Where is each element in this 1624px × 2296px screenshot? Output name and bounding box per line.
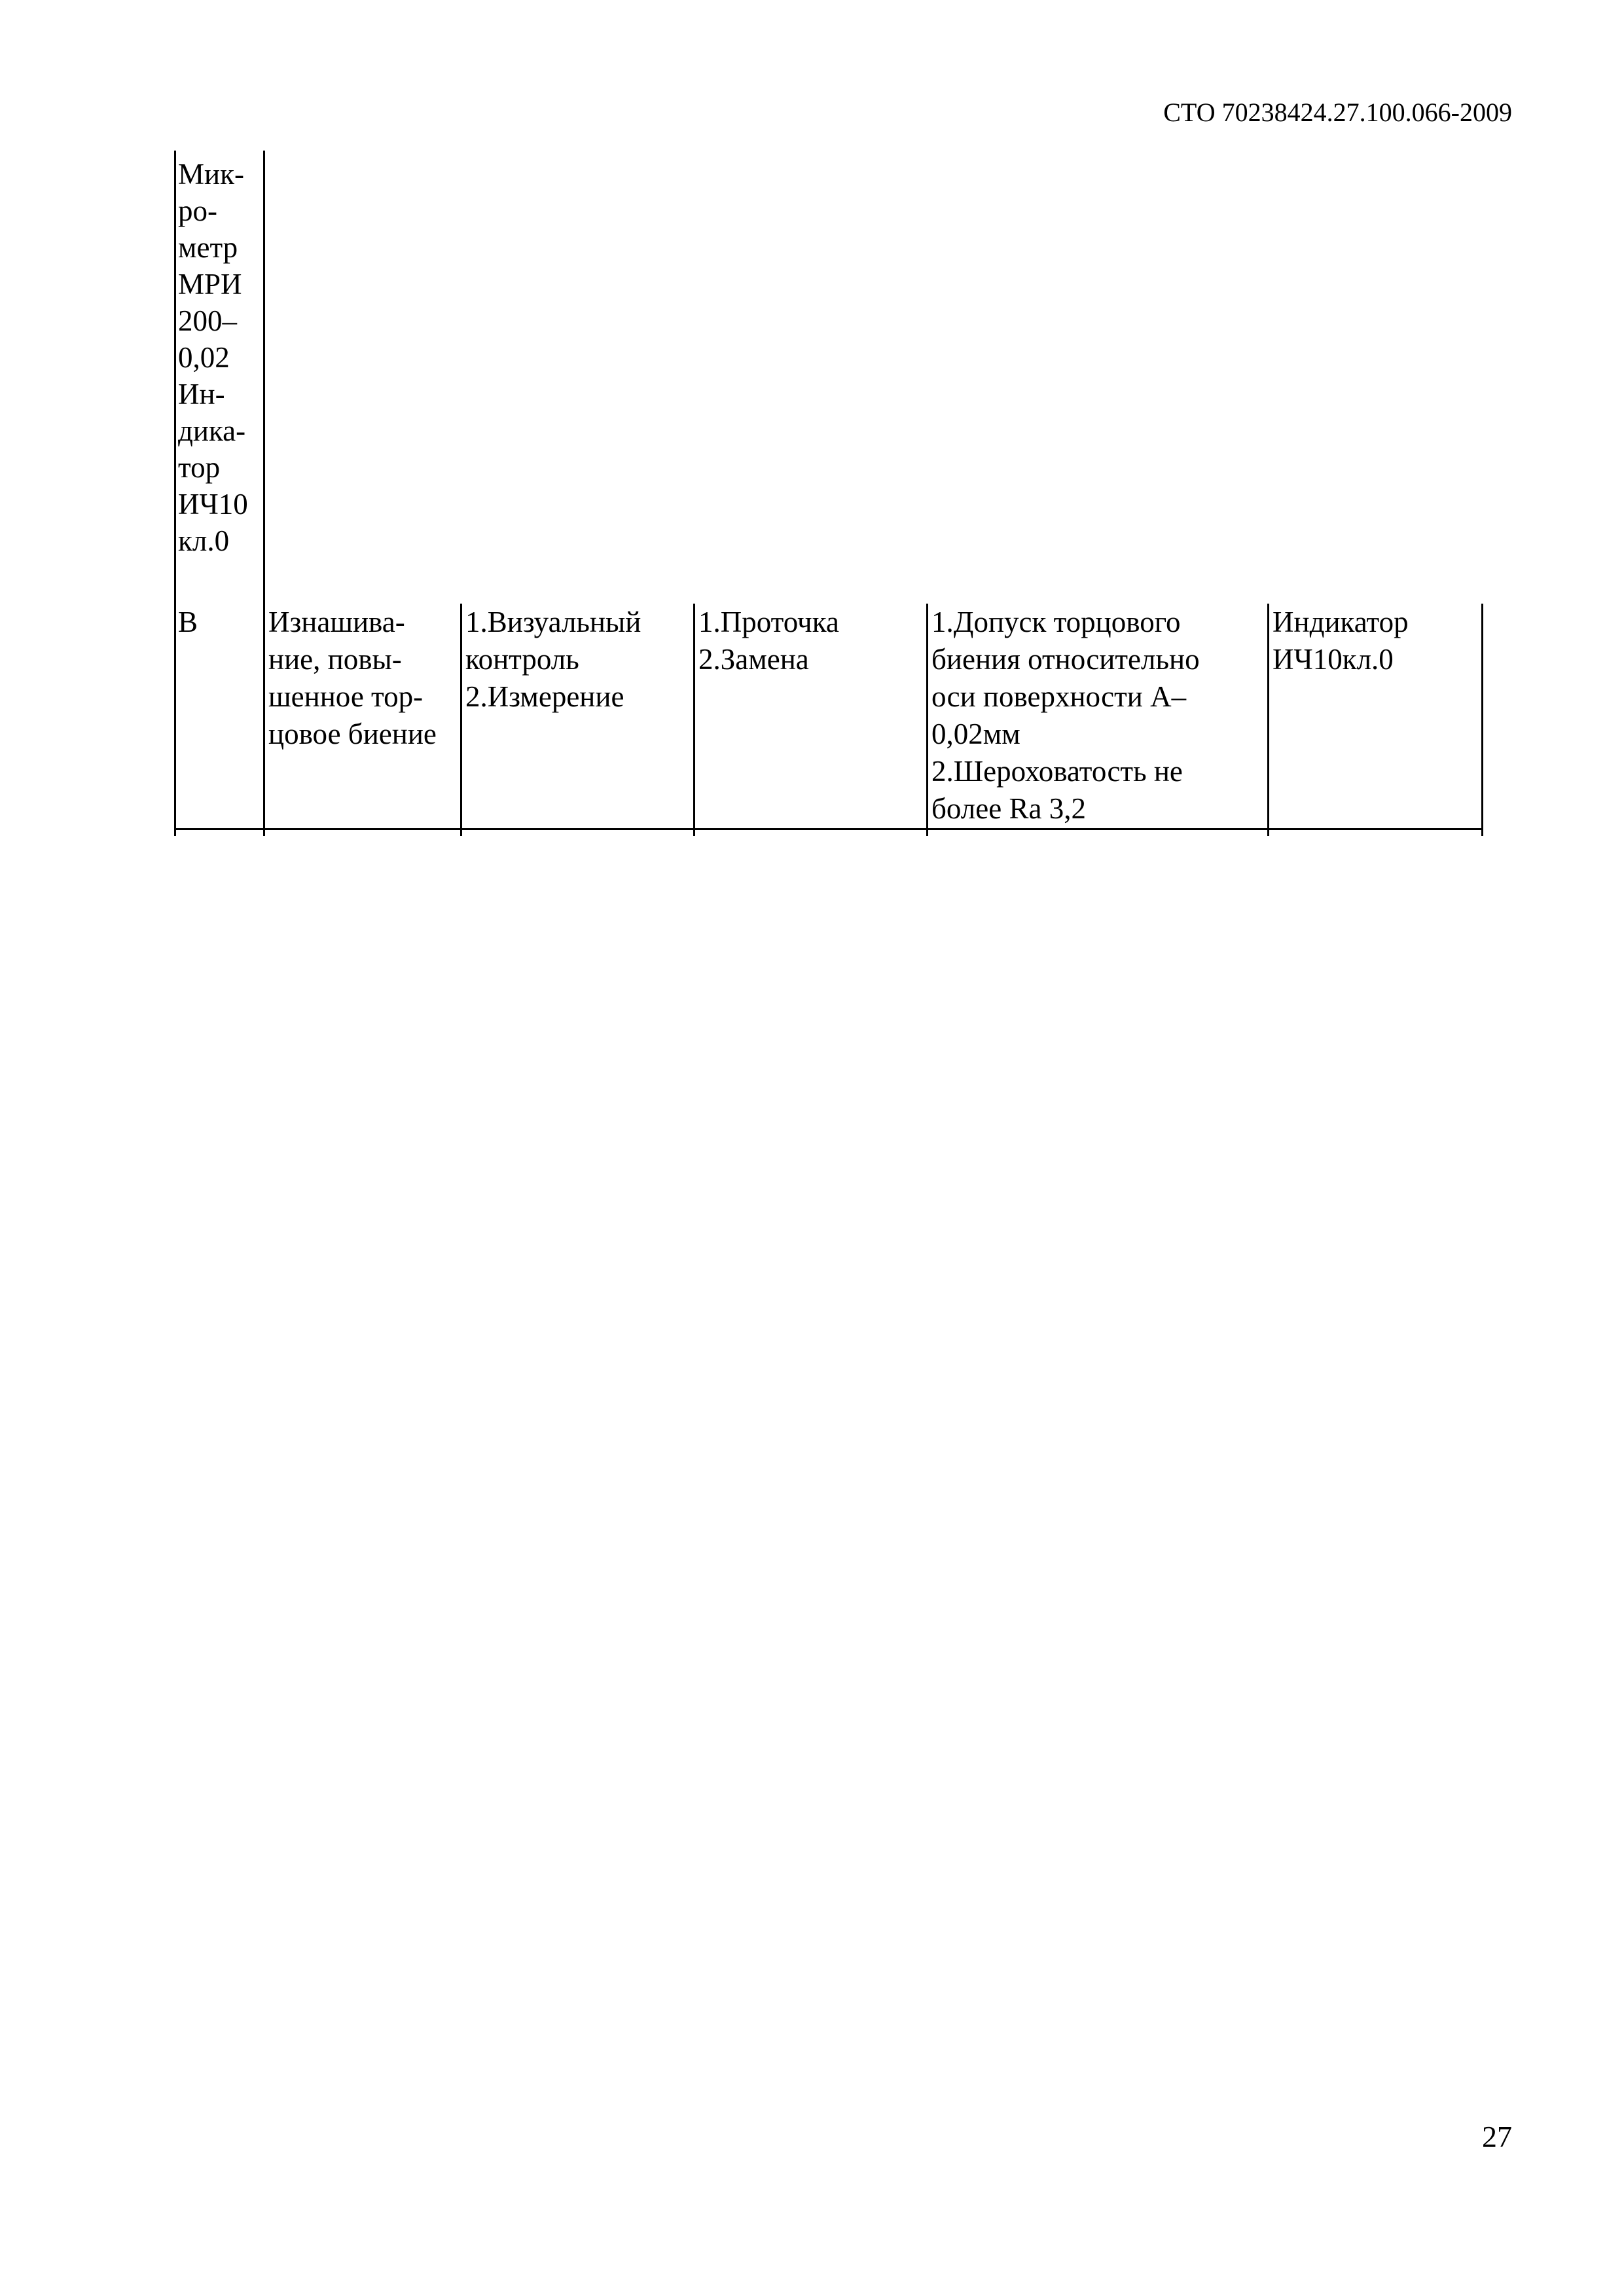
requirements-line: 1.Допуск торцового — [931, 606, 1181, 638]
table-border-col1-continued — [263, 151, 265, 604]
defect-line: ние, повы- — [268, 643, 402, 676]
row-b-requirements-cell — [931, 604, 1200, 828]
table-border-bottom — [174, 828, 1483, 830]
row-b-surface-cell — [178, 604, 198, 641]
document-code: СТО 70238424.27.100.066-2009 — [1163, 98, 1512, 127]
requirements-line: более Ra 3,2 — [931, 792, 1086, 825]
continued-instrument-line: тор — [178, 451, 221, 484]
table-border-col4 — [926, 604, 928, 836]
repair-line: 2.Замена — [698, 643, 809, 676]
row-b-detection-cell — [465, 604, 641, 716]
continued-instrument-line: Ин- — [178, 378, 225, 410]
requirements-line: биения относительно — [931, 643, 1200, 676]
table-border-col3 — [693, 604, 695, 836]
row-b-instrument-cell — [1272, 604, 1409, 678]
continued-instrument-cell — [178, 156, 248, 559]
continued-instrument-line: кл.0 — [178, 524, 230, 557]
surface-label: В — [178, 606, 198, 638]
page-number: 27 — [1482, 2120, 1512, 2153]
detection-line: контроль — [465, 643, 579, 676]
continued-instrument-line: дика- — [178, 414, 246, 447]
requirements-line: 2.Шероховатость не — [931, 755, 1183, 788]
defect-line: шенное тор- — [268, 680, 424, 713]
table-border-col5 — [1267, 604, 1269, 836]
continued-instrument-line: 0,02 — [178, 341, 230, 374]
table-border-right — [1481, 604, 1483, 836]
continued-instrument-line: метр — [178, 231, 238, 264]
detection-line: 1.Визуальный — [465, 606, 641, 638]
defect-line: Изнашива- — [268, 606, 405, 638]
continued-instrument-line: ро- — [178, 194, 217, 227]
table-border-col1 — [263, 604, 265, 836]
row-b-repair-cell — [698, 604, 839, 678]
instrument-line: ИЧ10кл.0 — [1272, 643, 1394, 676]
requirements-line: 0,02мм — [931, 718, 1020, 750]
table-border-col2 — [460, 604, 462, 836]
continued-instrument-line: Мик- — [178, 158, 244, 191]
defect-line: цовое биение — [268, 718, 437, 750]
table-border-left — [174, 604, 176, 836]
table-border-left-continued — [174, 151, 176, 604]
continued-instrument-line: 200– — [178, 304, 237, 337]
continued-instrument-line: МРИ — [178, 268, 242, 301]
continued-instrument-line: ИЧ10 — [178, 488, 248, 520]
instrument-line: Индикатор — [1272, 606, 1409, 638]
row-b-defect-cell — [268, 604, 437, 753]
requirements-line: оси поверхности А– — [931, 680, 1187, 713]
repair-line: 1.Проточка — [698, 606, 839, 638]
detection-line: 2.Измерение — [465, 680, 624, 713]
